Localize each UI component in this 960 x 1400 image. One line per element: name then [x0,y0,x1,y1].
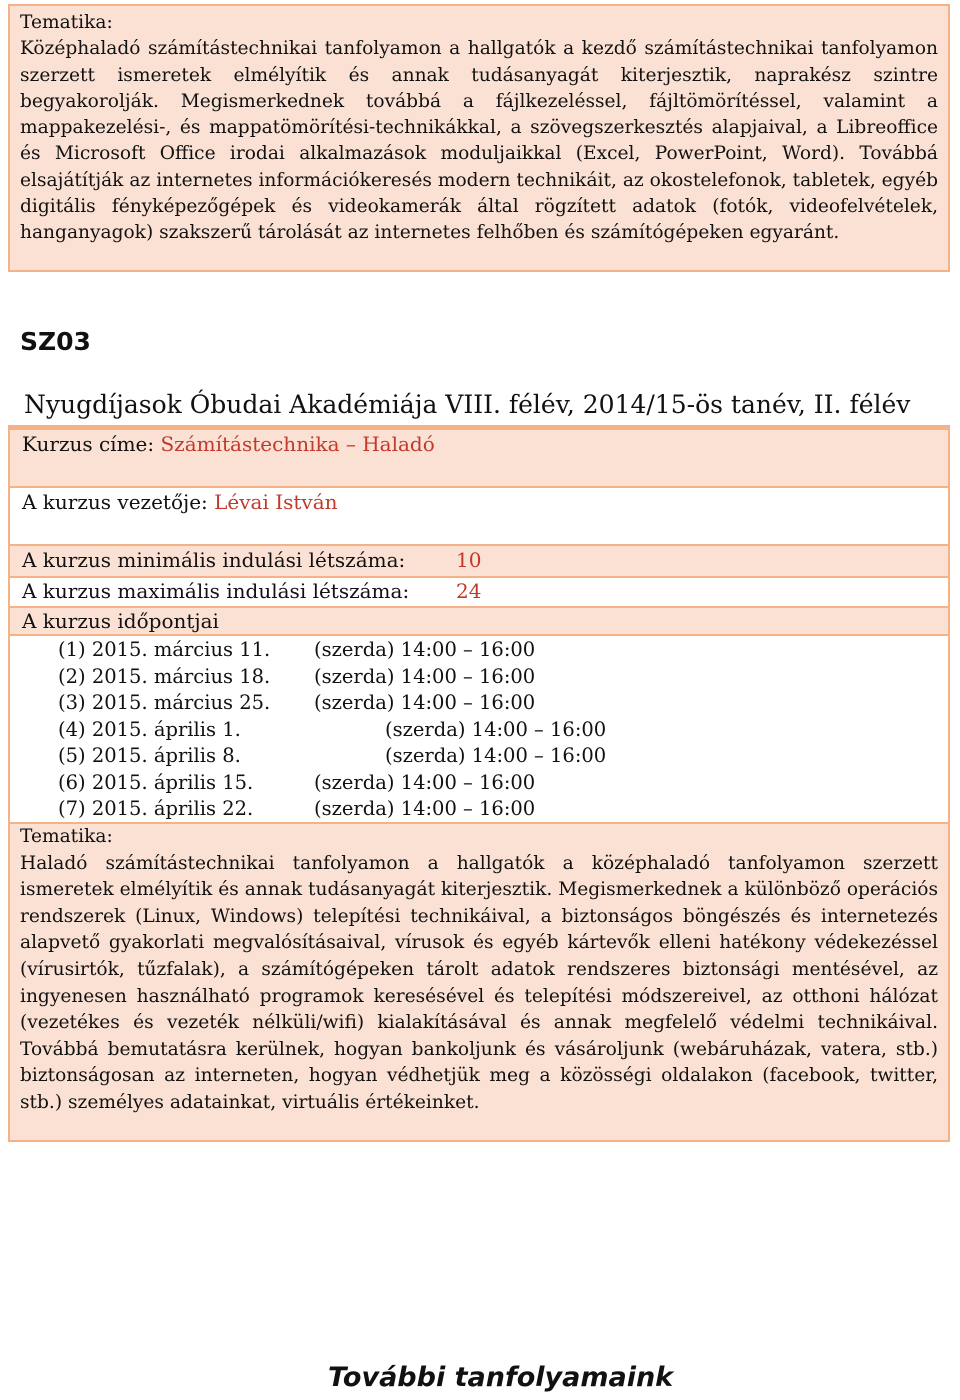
min-headcount-label: A kurzus minimális indulási létszáma: [22,548,406,572]
course-code: SZ03 [20,327,91,356]
session-time: (szerda) 14:00 – 16:00 [314,691,536,714]
session-time: (szerda) 14:00 – 16:00 [314,771,536,794]
session-date: (7) 2015. április 22. [58,797,254,820]
course-title-label: Kurzus címe: [22,432,155,456]
dates-label: A kurzus időpontjai [22,609,219,633]
dates-label-row [8,608,950,636]
session-time: (szerda) 14:00 – 16:00 [385,744,607,767]
course-title-row [8,428,950,488]
course2-topic-box [8,824,950,1142]
session-item [58,665,270,688]
session-date: (6) 2015. április 15. [58,771,254,794]
session-item [58,771,253,794]
course2-topic-label: Tematika: [20,826,113,847]
session-item [58,638,270,661]
min-headcount-row [8,546,950,578]
session-time: (szerda) 14:00 – 16:00 [314,638,536,661]
session-date: (4) 2015. április 1. [58,718,241,741]
course1-topic-text: Középhaladó számítástechnikai tanfolyamon a hallgatók a kezdő számítástechnikai tanfolyamon szerzett ismeretek elmélyítik és annak tudásanyagát kiterjesztik, naprakész szintre begyakorolják. Megismerkednek továbbá a fájlkezeléssel, fájltömörítéssel, valamint a mappakezelési-, és mappatömörítési-technikákkal, a szövegszerkesztés alapjaival, a Libreoffice és Microsoft Office irodai alkalmazások moduljaikkal (Excel, PowerPoint, Word). Továbbá elsajátítják az internetes információkeresés modern technikáit, az okostelefonok, tabletek, egyéb digitális fényképezőgépek és videokamerák által rögzített adatok (fotók, videofelvételek, hanganyagok) szakszerű tárolását az internetes felhőben és számítógépeken egyaránt. [20,38,938,244]
course-leader-row [8,488,950,546]
max-headcount-row [8,578,950,608]
max-headcount-value: 24 [456,579,482,603]
max-headcount-label: A kurzus maximális indulási létszáma: [22,579,410,603]
session-time: (szerda) 14:00 – 16:00 [314,797,536,820]
course-title-value: Számítástechnika – Haladó [160,432,435,456]
session-date: (2) 2015. március 18. [58,665,271,688]
session-time: (szerda) 14:00 – 16:00 [314,665,536,688]
session-time: (szerda) 14:00 – 16:00 [385,718,607,741]
footer-title: További tanfolyamaink [328,1362,674,1393]
session-schedule [8,636,950,824]
session-date: (1) 2015. március 11. [58,638,271,661]
course1-topic-label: Tematika: [20,12,113,33]
session-item [58,718,241,741]
course2-topic-text: Haladó számítástechnikai tanfolyamon a hallgatók a középhaladó tanfolyamon szerzett ismeretek elmélyítik és annak tudásanyagát kiterjesztik. Megismerkednek a különböző operációs rendszerek (Linux, Windows) telepítési technikáival, a biztonságos böngészés és internetezés alapvető gyakorlati megvalósításaival, vírusok és egyéb kártevők elleni hatékony védekezéssel (vírusirtók, tűzfalak), a számítógépeken tárolt adatok rendszeres biztonsági mentésével, az ingyenesen használható programok keresésével és telepítési módszereivel, az otthoni hálózat (vezetékes és vezeték nélküli/wifi) kialakításával és annak megfelelő védelmi technikáival. Továbbá bemutatásra kerülnek, hogyan bankoljunk és vásároljunk (webáruházak, vatera, stb.) biztonságosan az interneten, hogyan védhetjük meg a közösségi oldalakon (facebook, twitter, stb.) személyes adatainkat, virtuális értékeinket. [20,852,939,1113]
program-title: Nyugdíjasok Óbudai Akadémiája VIII. félév, 2014/15-ös tanév, II. félév [24,390,911,419]
session-item [58,744,241,767]
course-leader-value: Lévai István [214,490,338,514]
session-item [58,691,270,714]
course-leader-label: A kurzus vezetője: [22,490,208,514]
min-headcount-value: 10 [456,548,482,572]
session-date: (3) 2015. március 25. [58,691,271,714]
session-item [58,797,253,820]
session-date: (5) 2015. április 8. [58,744,241,767]
course1-topic-box [8,4,950,272]
